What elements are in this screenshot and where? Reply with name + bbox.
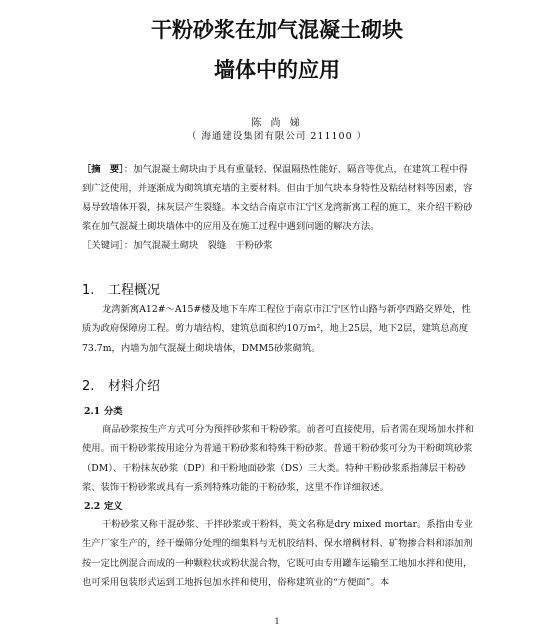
section-2-title: 材料介绍 — [108, 379, 161, 394]
abstract-block — [82, 160, 474, 255]
subsection-2-2-title: 定义 — [104, 501, 123, 512]
section-1-title: 工程概况 — [108, 283, 161, 298]
subsection-2-2-number: 2.2 — [84, 501, 101, 512]
author-name: 陈 尚 娣 — [251, 118, 303, 129]
subsection-2-1-heading — [84, 403, 123, 417]
abstract-paragraph — [82, 160, 474, 236]
abstract-text: ：加气混凝土砌块由于具有重量轻、保温隔热性能好、隔音等优点，在建筑工程中得到广泛使用，并逐渐成为砌筑填充墙的主要材料。但由于加气块本身特性及粘结材料等因素，容易导致墙体开裂，抹灰层产生裂缝。本文结合南京市江宁区龙湾新寓工程的施工，来介绍干粉砂浆在加气混凝土砌块墙体中的应用及在施工过程中遇到问题的解决方法。 — [82, 164, 473, 232]
section-1-paragraph: 龙湾新寓A12#～A15#楼及地下车库工程位于南京市江宁区竹山路与新亭西路交界处，性质为政府保障房工程。剪力墙结构，建筑总面积约10万m²，地上25层，地下2层，建筑总高度73.7m，内墙为加气混凝土砌块墙体，DMM5砂浆砌筑。 — [82, 304, 471, 354]
subsection-2-1-number: 2.1 — [84, 406, 101, 417]
subsection-2-1-paragraph: 商品砂浆按生产方式可分为预拌砂浆和干粉砂浆。前者可直接使用，后者需在现场加水拌和使用。而干粉砂浆按用途分为普通干粉砂浆和特殊干粉砂浆。普通干粉砂浆可分为干粉砌筑砂浆（DM）、干粉抹灰砂浆（DP）和干粉地面砂浆（DS）三大类。特种干粉砂浆系指薄层干粉砂浆、装饰干粉砂浆或具有一系列特殊功能的干粉砂浆，这里不作详细叙述。 — [82, 424, 474, 494]
abstract-label: ［摘 要］ — [82, 164, 124, 175]
title-line-1: 干粉砂浆在加气混凝土砌块 — [151, 18, 403, 42]
title-line-2: 墙体中的应用 — [214, 58, 340, 82]
section-1-number: 1. — [82, 283, 95, 298]
section-1-heading — [82, 279, 160, 298]
subsection-2-2-heading — [84, 498, 123, 512]
subsection-2-1-title: 分类 — [104, 406, 123, 417]
section-2-heading — [82, 375, 160, 394]
affiliation: （ 海通建设集团有限公司 211100 ） — [186, 131, 368, 142]
keywords: ［关键词］：加气混凝土砌块 裂缝 干粉砂浆 — [82, 240, 273, 251]
section-2-number: 2. — [82, 379, 95, 394]
page-number: 1 — [274, 617, 280, 626]
subsection-2-2-paragraph: 干粉砂浆又称干混砂浆、干拌砂浆或干粉料，英文名称是dry mixed mortar。系指由专业生产厂家生产的，经干燥筛分处理的细集料与无机胶结料、保水增稠材料、矿物掺合料和添加剂按一定比例混合而成的一种颗粒状或粉状混合物，它既可由专用罐车运输至工地加水拌和使用，也可采用包装形式运到工地拆包加水拌和使用，俗称建筑业的“方便面”。本 — [82, 519, 473, 589]
